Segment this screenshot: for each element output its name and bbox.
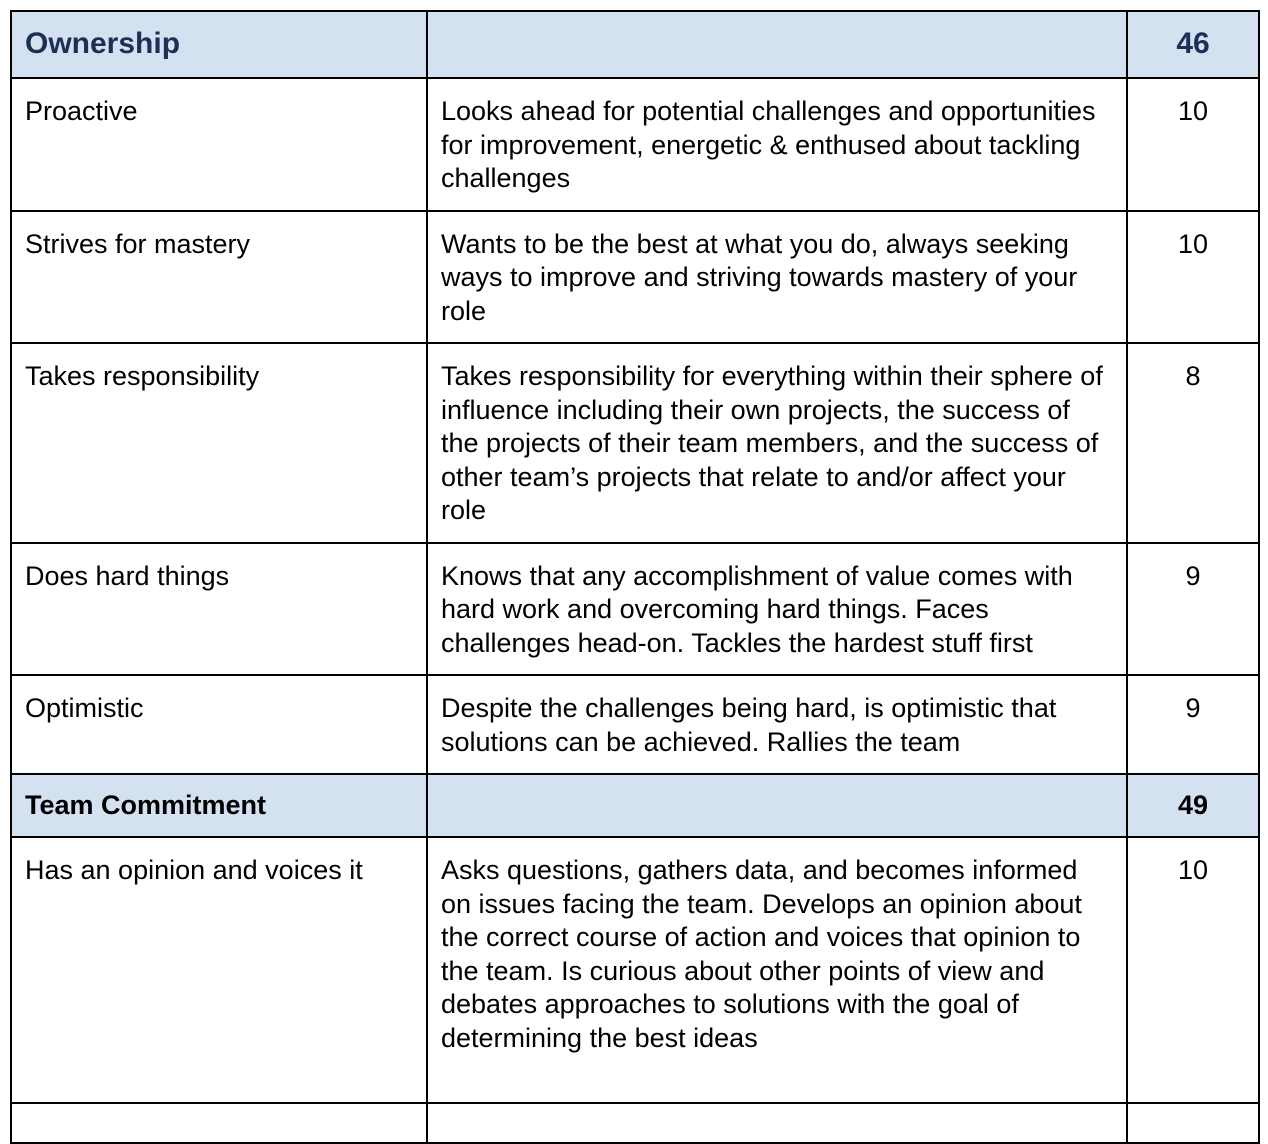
table-row bbox=[11, 543, 1259, 676]
value-score: 10 bbox=[1127, 78, 1259, 211]
value-score: 9 bbox=[1127, 543, 1259, 676]
table-row bbox=[11, 78, 1259, 211]
section-description-empty bbox=[427, 774, 1127, 837]
value-score: 9 bbox=[1127, 675, 1259, 774]
section-total: 46 bbox=[1127, 11, 1259, 78]
section-title: Ownership bbox=[11, 11, 427, 78]
section-header-ownership bbox=[11, 11, 1259, 78]
value-description-cut-off bbox=[427, 1103, 1127, 1143]
value-name: Proactive bbox=[11, 78, 427, 211]
value-description: Looks ahead for potential challenges and opportunities for improvement, energetic & enthused about tackling challenges bbox=[427, 78, 1127, 211]
section-total: 49 bbox=[1127, 774, 1259, 837]
table-row-cut-off bbox=[11, 1103, 1259, 1143]
value-score: 10 bbox=[1127, 211, 1259, 344]
value-name: Optimistic bbox=[11, 675, 427, 774]
value-name: Does hard things bbox=[11, 543, 427, 676]
value-name: Strives for mastery bbox=[11, 211, 427, 344]
table-row bbox=[11, 343, 1259, 543]
value-name-cut-off bbox=[11, 1103, 427, 1143]
section-description-empty bbox=[427, 11, 1127, 78]
table-row bbox=[11, 675, 1259, 774]
section-title: Team Commitment bbox=[11, 774, 427, 837]
table-row bbox=[11, 837, 1259, 1103]
values-scorecard-table bbox=[10, 10, 1260, 1144]
value-description: Wants to be the best at what you do, always seeking ways to improve and striving towards mastery of your role bbox=[427, 211, 1127, 344]
value-description: Asks questions, gathers data, and becomes informed on issues facing the team. Develops an opinion about the correct course of action and voices that opinion to the team. Is curious about other points of view and debates approaches to solutions with the goal of determining the best ideas bbox=[427, 837, 1127, 1103]
value-score: 8 bbox=[1127, 343, 1259, 543]
value-name: Has an opinion and voices it bbox=[11, 837, 427, 1103]
section-header-team-commitment bbox=[11, 774, 1259, 837]
value-score: 10 bbox=[1127, 837, 1259, 1103]
value-name: Takes responsibility bbox=[11, 343, 427, 543]
value-description: Despite the challenges being hard, is optimistic that solutions can be achieved. Rallies the team bbox=[427, 675, 1127, 774]
value-score-cut-off bbox=[1127, 1103, 1259, 1143]
table-row bbox=[11, 211, 1259, 344]
value-description: Knows that any accomplishment of value comes with hard work and overcoming hard things. Faces challenges head-on. Tackles the hardest stuff first bbox=[427, 543, 1127, 676]
value-description: Takes responsibility for everything within their sphere of influence including their own projects, the success of the projects of their team members, and the success of other team’s projects that relate to and/or affect your role bbox=[427, 343, 1127, 543]
